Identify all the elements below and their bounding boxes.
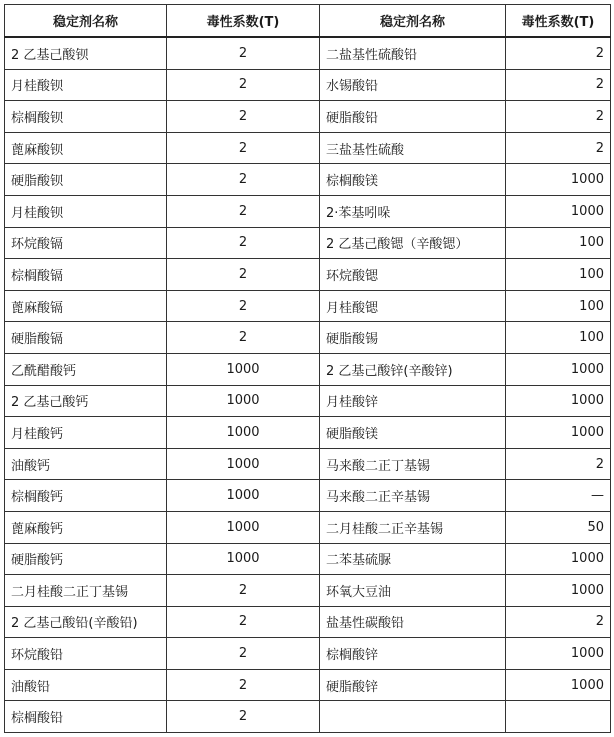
toxicity-right: —	[506, 480, 611, 512]
table-row	[5, 101, 611, 133]
toxicity-right: 2	[506, 101, 611, 133]
toxicity-right: 100	[506, 290, 611, 322]
toxicity-left: 2	[167, 101, 320, 133]
toxicity-left: 2	[167, 669, 320, 701]
stabilizer-name-left: 油酸铅	[5, 669, 167, 701]
toxicity-left: 1000	[167, 385, 320, 417]
toxicity-right: 1000	[506, 669, 611, 701]
toxicity-right: 1000	[506, 353, 611, 385]
toxicity-left: 2	[167, 575, 320, 607]
stabilizer-name-left: 蓖麻酸钙	[5, 511, 167, 543]
stabilizer-name-left: 月桂酸钡	[5, 195, 167, 227]
table-row	[5, 511, 611, 543]
table-row	[5, 417, 611, 449]
stabilizer-name-left: 蓖麻酸镉	[5, 290, 167, 322]
table-row	[5, 227, 611, 259]
stabilizer-name-left: 二月桂酸二正丁基锡	[5, 575, 167, 607]
toxicity-left: 1000	[167, 543, 320, 575]
stabilizer-name-right: 棕榈酸镁	[320, 164, 506, 196]
table-row	[5, 164, 611, 196]
stabilizer-name-right: 棕榈酸锌	[320, 638, 506, 670]
toxicity-right: 1000	[506, 164, 611, 196]
header-toxicity-left: 毒性系数(T)	[167, 5, 320, 38]
stabilizer-name-right: 环烷酸锶	[320, 259, 506, 291]
stabilizer-name-left: 月桂酸钙	[5, 417, 167, 449]
table-row	[5, 669, 611, 701]
header-toxicity-right: 毒性系数(T)	[506, 5, 611, 38]
stabilizer-name-left: 月桂酸钡	[5, 69, 167, 101]
stabilizer-name-right: 盐基性碳酸铅	[320, 606, 506, 638]
stabilizer-name-right: 水锡酸铅	[320, 69, 506, 101]
toxicity-right: 1000	[506, 638, 611, 670]
stabilizer-name-right: 三盐基性硫酸	[320, 132, 506, 164]
toxicity-left: 2	[167, 37, 320, 69]
stabilizer-toxicity-table	[4, 4, 611, 733]
table-row	[5, 132, 611, 164]
stabilizer-name-right: 二月桂酸二正辛基锡	[320, 511, 506, 543]
toxicity-left: 1000	[167, 448, 320, 480]
stabilizer-name-right: 硬脂酸锡	[320, 322, 506, 354]
toxicity-right: 1000	[506, 417, 611, 449]
stabilizer-name-left: 环烷酸铅	[5, 638, 167, 670]
toxicity-left: 2	[167, 638, 320, 670]
table-row	[5, 353, 611, 385]
toxicity-left: 2	[167, 701, 320, 733]
toxicity-left: 2	[167, 69, 320, 101]
table-row	[5, 606, 611, 638]
stabilizer-name-left: 硬脂酸镉	[5, 322, 167, 354]
table-row	[5, 701, 611, 733]
stabilizer-name-right: 环氧大豆油	[320, 575, 506, 607]
toxicity-left: 2	[167, 227, 320, 259]
table-row	[5, 69, 611, 101]
table-row	[5, 322, 611, 354]
stabilizer-name-left: 环烷酸镉	[5, 227, 167, 259]
header-stabilizer-name-right: 稳定剂名称	[320, 5, 506, 38]
header-stabilizer-name-left: 稳定剂名称	[5, 5, 167, 38]
toxicity-left: 2	[167, 259, 320, 291]
toxicity-left: 2	[167, 164, 320, 196]
toxicity-right: 2	[506, 37, 611, 69]
toxicity-right: 100	[506, 259, 611, 291]
stabilizer-name-left: 硬脂酸钙	[5, 543, 167, 575]
table-row	[5, 543, 611, 575]
stabilizer-name-left: 2 乙基己酸钙	[5, 385, 167, 417]
toxicity-left: 2	[167, 322, 320, 354]
toxicity-left: 2	[167, 606, 320, 638]
toxicity-left: 2	[167, 132, 320, 164]
toxicity-right: 1000	[506, 543, 611, 575]
stabilizer-name-left: 油酸钙	[5, 448, 167, 480]
toxicity-right	[506, 701, 611, 733]
table-row	[5, 259, 611, 291]
toxicity-right: 2	[506, 132, 611, 164]
stabilizer-name-right: 2 乙基己酸锶（辛酸锶）	[320, 227, 506, 259]
stabilizer-name-right: 月桂酸锌	[320, 385, 506, 417]
stabilizer-name-left: 棕榈酸铅	[5, 701, 167, 733]
stabilizer-name-left: 硬脂酸钡	[5, 164, 167, 196]
toxicity-left: 2	[167, 290, 320, 322]
stabilizer-name-right: 二苯基硫脲	[320, 543, 506, 575]
stabilizer-name-right	[320, 701, 506, 733]
stabilizer-name-right: 硬脂酸锌	[320, 669, 506, 701]
stabilizer-name-right: 月桂酸锶	[320, 290, 506, 322]
stabilizer-name-left: 棕榈酸钡	[5, 101, 167, 133]
table-row	[5, 37, 611, 69]
header-row	[5, 5, 611, 38]
stabilizer-name-right: 马来酸二正辛基锡	[320, 480, 506, 512]
toxicity-right: 100	[506, 322, 611, 354]
toxicity-left: 1000	[167, 511, 320, 543]
toxicity-right: 2	[506, 69, 611, 101]
table-row	[5, 195, 611, 227]
stabilizer-name-right: 2·苯基吲哚	[320, 195, 506, 227]
stabilizer-name-right: 马来酸二正丁基锡	[320, 448, 506, 480]
table-body	[5, 37, 611, 733]
table-row	[5, 638, 611, 670]
toxicity-left: 1000	[167, 417, 320, 449]
table-row	[5, 448, 611, 480]
table-row	[5, 385, 611, 417]
stabilizer-name-left: 2 乙基己酸钡	[5, 37, 167, 69]
stabilizer-name-left: 棕榈酸镉	[5, 259, 167, 291]
toxicity-right: 1000	[506, 575, 611, 607]
toxicity-left: 2	[167, 195, 320, 227]
stabilizer-name-left: 蓖麻酸钡	[5, 132, 167, 164]
toxicity-right: 1000	[506, 385, 611, 417]
toxicity-right: 1000	[506, 195, 611, 227]
toxicity-right: 50	[506, 511, 611, 543]
stabilizer-name-right: 硬脂酸镁	[320, 417, 506, 449]
table-row	[5, 480, 611, 512]
table-row	[5, 290, 611, 322]
toxicity-left: 1000	[167, 480, 320, 512]
toxicity-left: 1000	[167, 353, 320, 385]
toxicity-right: 2	[506, 448, 611, 480]
toxicity-right: 2	[506, 606, 611, 638]
stabilizer-name-right: 硬脂酸铅	[320, 101, 506, 133]
stabilizer-name-left: 乙酰醋酸钙	[5, 353, 167, 385]
toxicity-right: 100	[506, 227, 611, 259]
stabilizer-name-right: 2 乙基己酸锌(辛酸锌)	[320, 353, 506, 385]
table-row	[5, 575, 611, 607]
stabilizer-name-left: 2 乙基己酸铅(辛酸铅)	[5, 606, 167, 638]
stabilizer-name-right: 二盐基性硫酸铅	[320, 37, 506, 69]
stabilizer-name-left: 棕榈酸钙	[5, 480, 167, 512]
